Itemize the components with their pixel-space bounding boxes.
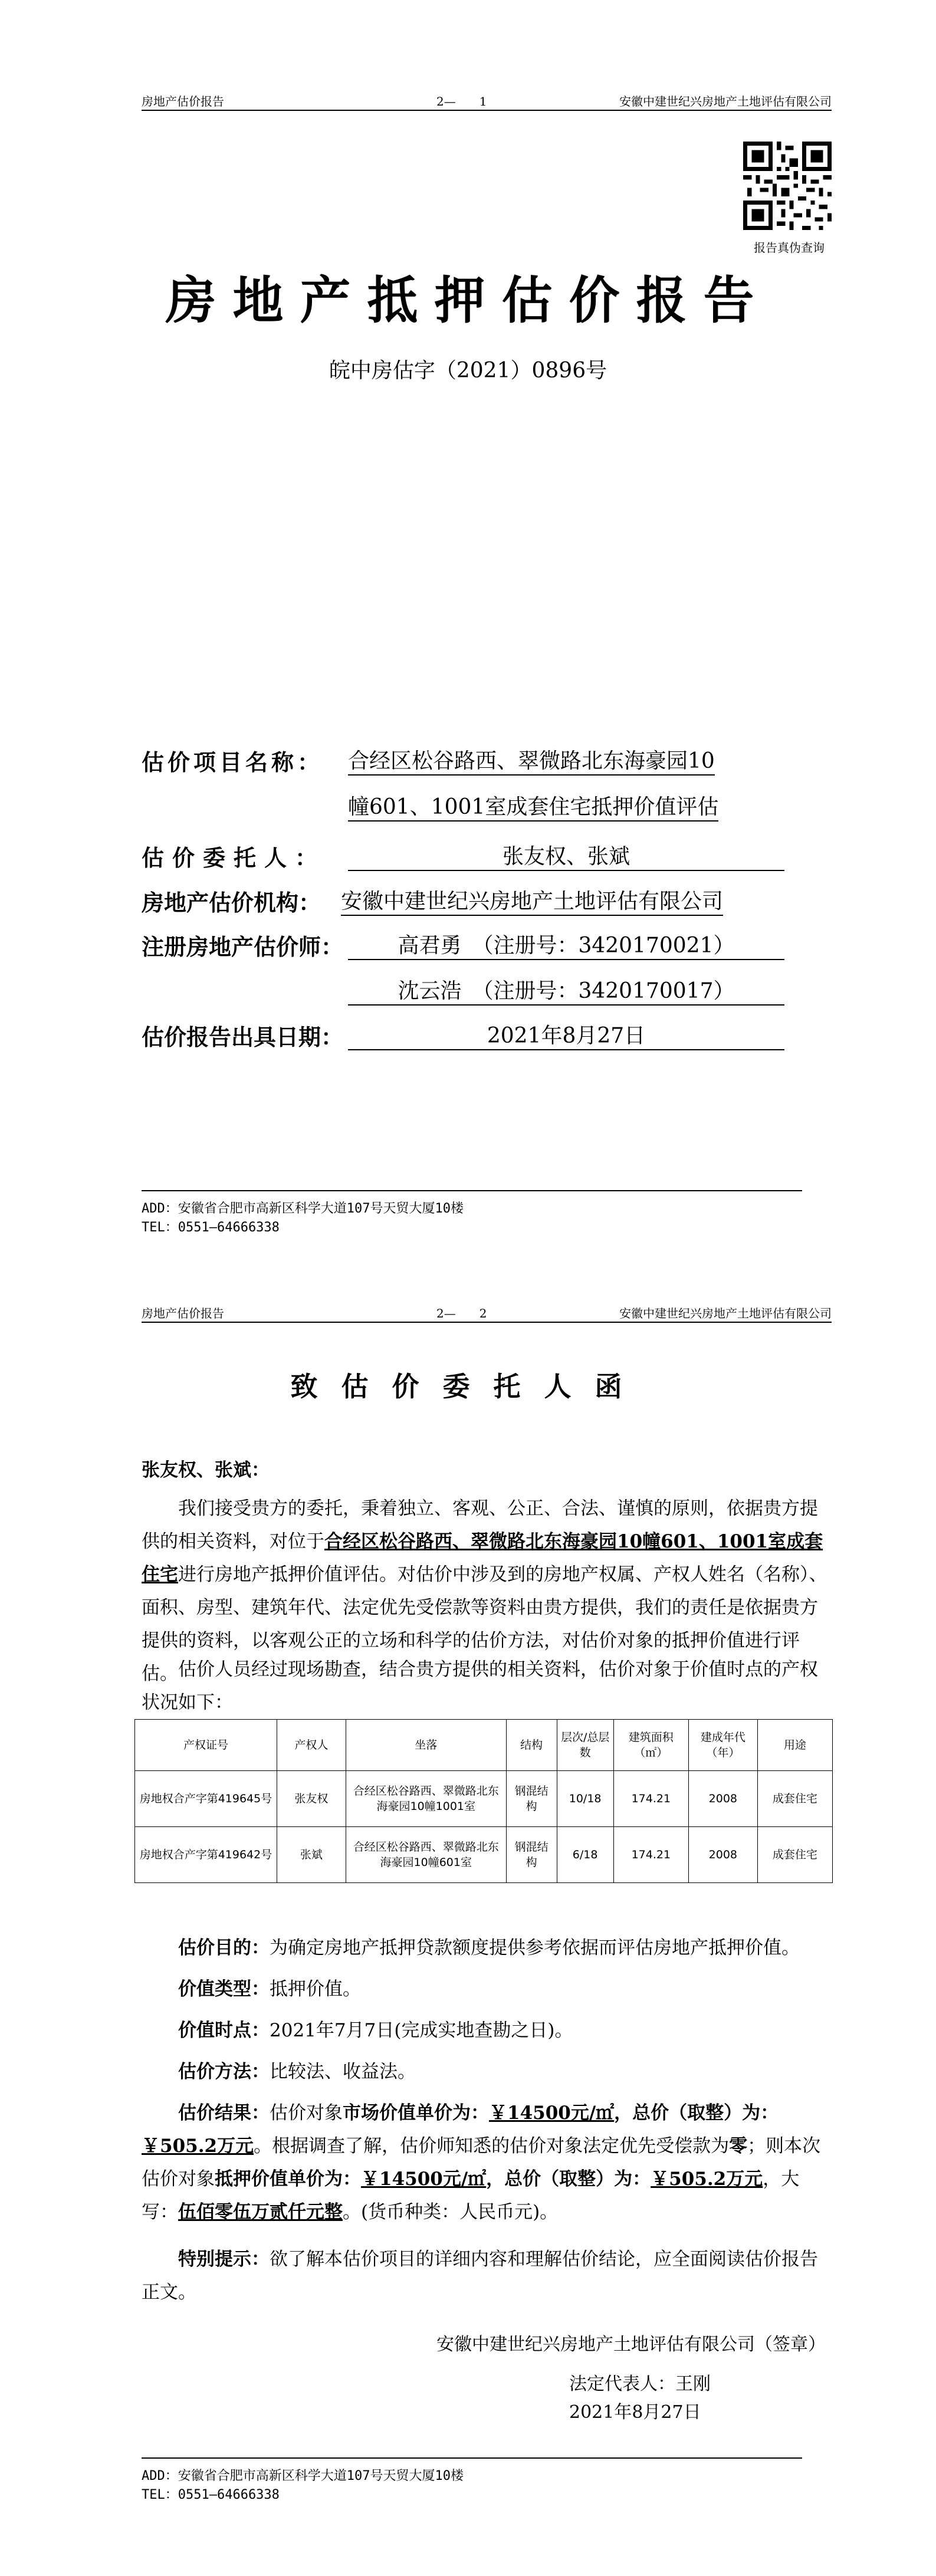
footer-telephone: TEL：0551—64666338 — [142, 2488, 280, 2502]
footer-address: ADD：安徽省合肥市高新区科学大道107号天贸大厦10楼 — [142, 1201, 464, 1216]
issue-date-label: 估价报告出具日期： — [142, 1024, 344, 1050]
cell-floor: 6/18 — [557, 1827, 613, 1883]
letter-title: 致估价委托人函 — [290, 1371, 646, 1402]
col-location: 坐落 — [346, 1720, 506, 1771]
col-usage: 用途 — [757, 1720, 832, 1771]
footer-telephone: TEL：0551—64666338 — [142, 1220, 280, 1235]
value-type: 价值类型：抵押价值。 — [178, 1979, 361, 2000]
agency-label: 房地产估价机构： — [142, 889, 321, 916]
cell-structure: 钢混结构 — [506, 1827, 557, 1883]
market-total-price: ￥505.2万元 — [142, 2135, 254, 2157]
project-name-line1: 合经区松谷路西、翠微路北东海豪园10 — [348, 744, 715, 776]
cell-certificate: 房地权合产字第419642号 — [135, 1827, 277, 1883]
appraisal-result: 估价结果：估价对象市场价值单价为：￥14500元/㎡，总价（取整）为：￥505.2万元。根据调查了解，估价师知悉的估价对象法定优先受偿款为零；则本次估价对象抵押价值单价为：￥14500元/㎡，总价（取整）为：￥505.2万元，大写：伍佰零伍万贰仟元整。(货币种类：人民币元)。 — [142, 2102, 821, 2223]
project-name-line2: 幢601、1001室成套住宅抵押价值评估 — [348, 790, 718, 822]
paragraph-property-status: 估价人员经过现场勘查，结合贵方提供的相关资料，估价对象于价值时点的产权状况如下： — [142, 1659, 818, 1713]
signature-date: 2021年8月27日 — [569, 2402, 701, 2423]
footer-address: ADD：安徽省合肥市高新区科学大道107号天贸大厦10楼 — [142, 2469, 464, 2483]
page-header — [142, 1300, 832, 1323]
cell-floor: 10/18 — [557, 1771, 613, 1827]
appraisal-method: 估价方法：比较法、收益法。 — [178, 2061, 416, 2082]
appraiser-label: 注册房地产估价师： — [142, 934, 344, 960]
cell-structure: 钢混结构 — [506, 1771, 557, 1827]
value-date: 价值时点：2021年7月7日(完成实地查勘之日)。 — [178, 2020, 573, 2041]
amount-in-words: 伍佰零伍万贰仟元整 — [178, 2202, 343, 2223]
table-header-row — [135, 1720, 833, 1771]
mortgage-total-price: ￥505.2万元 — [651, 2168, 763, 2190]
document-number: 皖中房估字（2021）0896号 — [329, 359, 607, 383]
cell-location: 合经区松谷路西、翠微路北东海豪园10幢601室 — [346, 1827, 506, 1883]
project-name-label: 估价项目名称： — [142, 749, 324, 776]
report-title: 房地产抵押估价报告 — [165, 271, 771, 330]
cell-location: 合经区松谷路西、翠微路北东海豪园10幢1001室 — [346, 1771, 506, 1827]
letter-page — [0, 1300, 936, 2576]
col-area: 建筑面积（㎡） — [613, 1720, 688, 1771]
cell-owner: 张斌 — [277, 1827, 346, 1883]
table-row — [135, 1827, 833, 1883]
col-floor: 层次/总层数 — [557, 1720, 613, 1771]
property-rights-table — [134, 1719, 833, 1883]
issue-date-value: 2021年8月27日 — [348, 1019, 784, 1050]
property-address: 合经区松谷路西、翠微路北东海豪园10幢601、1001室成套住宅 — [142, 1531, 823, 1585]
qr-code-icon[interactable] — [743, 142, 832, 230]
appraiser-1: 高君勇 （注册号：3420170021） — [348, 929, 784, 960]
col-year: 建成年代（年） — [688, 1720, 757, 1771]
cell-certificate: 房地权合产字第419645号 — [135, 1771, 277, 1827]
cell-usage: 成套住宅 — [757, 1771, 832, 1827]
paragraph-intro: 我们接受贵方的委托，秉着独立、客观、公正、合法、谨慎的原则，依据贵方提供的相关资料，对位于合经区松谷路西、翠微路北东海豪园10幢601、1001室成套住宅进行房地产抵押价值评估。对估价中涉及到的房地产权属、产权人姓名（名称）、面积、房型、建筑年代、法定优先受偿款等资料由贵方提供，我们的责任是依据贵方提供的资料，以客观公正的立场和科学的估价方法，对估价对象的抵押价值进行评估。 — [142, 1498, 827, 1684]
salutation: 张友权、张斌： — [142, 1460, 270, 1481]
cell-area: 174.21 — [613, 1771, 688, 1827]
cell-year: 2008 — [688, 1771, 757, 1827]
table-row — [135, 1771, 833, 1827]
appraisal-purpose: 估价目的：为确定房地产抵押贷款额度提供参考依据而评估房地产抵押价值。 — [178, 1937, 800, 1959]
page-header — [142, 88, 832, 111]
appraiser-2: 沈云浩 （注册号：3420170017） — [348, 974, 784, 1006]
agency-value: 安徽中建世纪兴房地产土地评估有限公司 — [341, 885, 723, 916]
col-structure: 结构 — [506, 1720, 557, 1771]
client-label: 估价委托人： — [142, 845, 326, 871]
header-company: 安徽中建世纪兴房地产土地评估有限公司 — [619, 1306, 832, 1320]
header-left: 房地产估价报告 — [142, 1306, 224, 1320]
cell-usage: 成套住宅 — [757, 1827, 832, 1883]
header-left: 房地产估价报告 — [142, 94, 224, 109]
header-company: 安徽中建世纪兴房地产土地评估有限公司 — [619, 94, 832, 109]
header-page-number: 2— 2 — [436, 1306, 487, 1320]
qr-caption: 报告真伪查询 — [754, 241, 825, 255]
col-owner: 产权人 — [277, 1720, 346, 1771]
market-unit-price: ￥14500元/㎡ — [489, 2102, 615, 2124]
cell-owner: 张友权 — [277, 1771, 346, 1827]
col-certificate: 产权证号 — [135, 1720, 277, 1771]
cell-area: 174.21 — [613, 1827, 688, 1883]
signature-company: 安徽中建世纪兴房地产土地评估有限公司（签章） — [436, 2334, 826, 2355]
mortgage-unit-price: ￥14500元/㎡ — [361, 2168, 487, 2190]
cell-year: 2008 — [688, 1827, 757, 1883]
special-notice: 特别提示：欲了解本估价项目的详细内容和理解估价结论，应全面阅读估价报告正文。 — [142, 2249, 818, 2303]
client-value: 张友权、张斌 — [348, 840, 784, 871]
header-page-number: 2— 1 — [436, 94, 487, 109]
signature-representative: 法定代表人：王刚 — [569, 2374, 711, 2394]
